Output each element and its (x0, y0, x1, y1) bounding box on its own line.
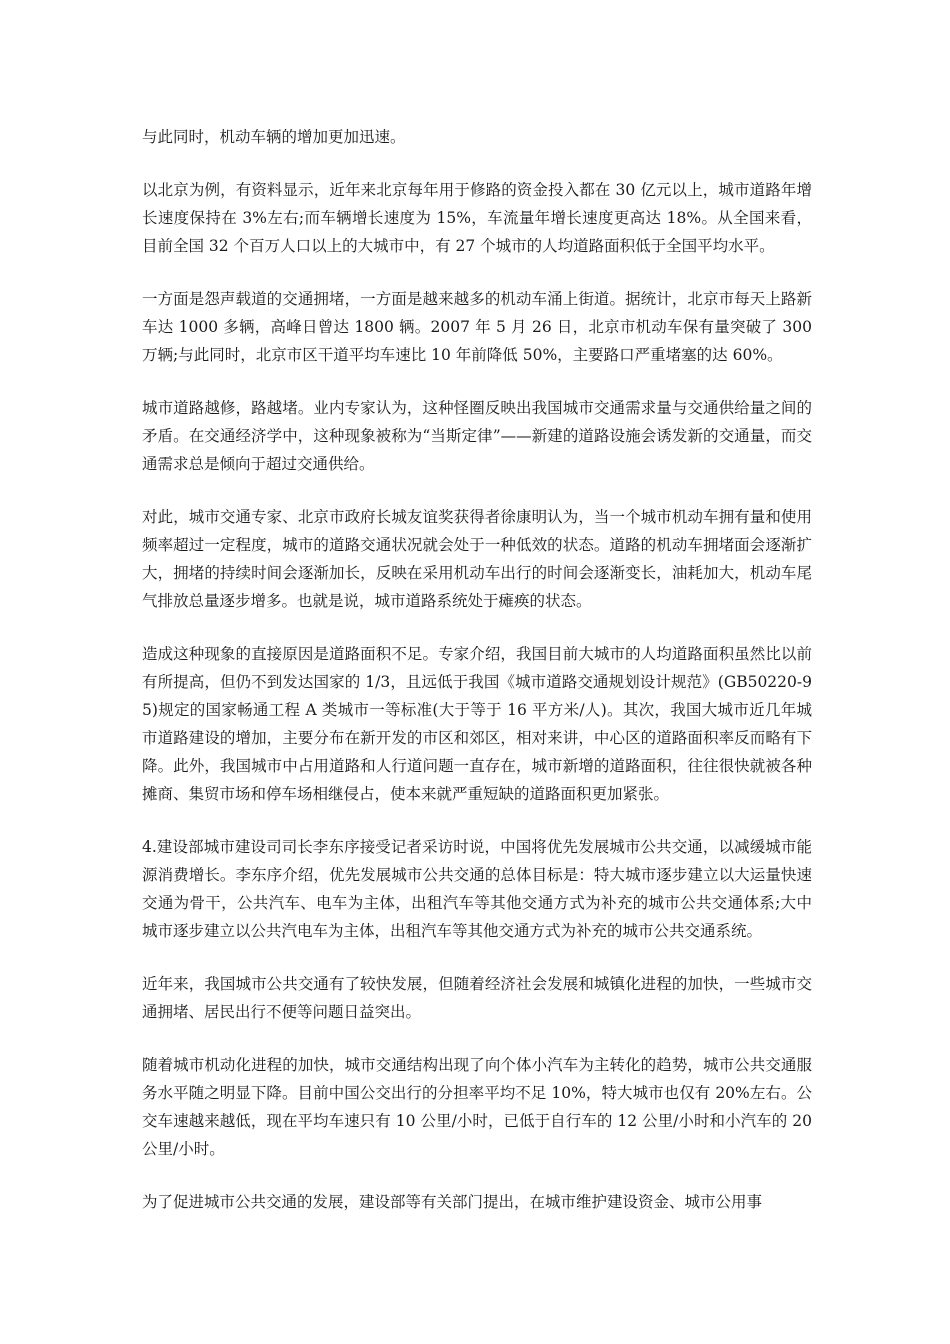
paragraph-10: 为了促进城市公共交通的发展，建设部等有关部门提出，在城市维护建设资金、城市公用事 (142, 1193, 763, 1211)
paragraph-7: 4.建设部城市建设司司长李东序接受记者采访时说，中国将优先发展城市公共交通，以减缓城市能源消费增长。李东序介绍，优先发展城市公共交通的总体目标是：特大城市逐步建立以大运量快速交通为骨干，公共汽车、电车为主体，出租汽车等其他交通方式为补充的城市公共交通体系;大中城市逐步建立以公共汽电车为主体，出租汽车等其他交通方式为补充的城市公共交通系统。 (142, 838, 812, 940)
paragraph-3: 一方面是怨声载道的交通拥堵，一方面是越来越多的机动车涌上街道。据统计，北京市每天上路新车达 1000 多辆，高峰日曾达 1800 辆。2007 年 5 月 26 日，北京市机动车保有量突破了 300 万辆;与此同时，北京市区干道平均车速比 10 年前降低 50%，主要路口严重堵塞的达 60%。 (142, 290, 812, 364)
paragraph-6: 造成这种现象的直接原因是道路面积不足。专家介绍，我国目前大城市的人均道路面积虽然比以前有所提高，但仍不到发达国家的 1/3，且远低于我国《城市道路交通规划设计规范》(GB50220-95)规定的国家畅通工程 A 类城市一等标准(大于等于 16 平方米/人)。其次，我国大城市近几年城市道路建设的增加，主要分布在新开发的市区和郊区，相对来讲，中心区的道路面积率反而略有下降。此外，我国城市中占用道路和人行道问题一直存在，城市新增的道路面积，往往很快就被各种摊商、集贸市场和停车场相继侵占，使本来就严重短缺的道路面积更加紧张。 (142, 645, 812, 803)
paragraph-4: 城市道路越修，路越堵。业内专家认为，这种怪圈反映出我国城市交通需求量与交通供给量之间的矛盾。在交通经济学中，这种现象被称为“当斯定律”——新建的道路设施会诱发新的交通量，而交通需求总是倾向于超过交通供给。 (142, 399, 812, 473)
document-body (142, 123, 812, 1241)
paragraph-1: 与此同时，机动车辆的增加更加迅速。 (142, 128, 406, 146)
paragraph-5: 对此，城市交通专家、北京市政府长城友谊奖获得者徐康明认为，当一个城市机动车拥有量和使用频率超过一定程度，城市的道路交通状况就会处于一种低效的状态。道路的机动车拥堵面会逐渐扩大，拥堵的持续时间会逐渐加长，反映在采用机动车出行的时间会逐渐变长，油耗加大，机动车尾气排放总量逐步增多。也就是说，城市道路系统处于瘫痪的状态。 (142, 508, 812, 610)
paragraph-8: 近年来，我国城市公共交通有了较快发展，但随着经济社会发展和城镇化进程的加快，一些城市交通拥堵、居民出行不便等问题日益突出。 (142, 975, 812, 1021)
paragraph-9: 随着城市机动化进程的加快，城市交通结构出现了向个体小汽车为主转化的趋势，城市公共交通服务水平随之明显下降。目前中国公交出行的分担率平均不足 10%，特大城市也仅有 20%左右。公交车速越来越低，现在平均车速只有 10 公里/小时，已低于自行车的 12 公里/小时和小汽车的 20 公里/小时。 (142, 1056, 812, 1158)
paragraph-2: 以北京为例，有资料显示，近年来北京每年用于修路的资金投入都在 30 亿元以上，城市道路年增长速度保持在 3%左右;而车辆增长速度为 15%，车流量年增长速度更高达 18%。从全国来看，目前全国 32 个百万人口以上的大城市中，有 27 个城市的人均道路面积低于全国平均水平。 (142, 181, 812, 255)
